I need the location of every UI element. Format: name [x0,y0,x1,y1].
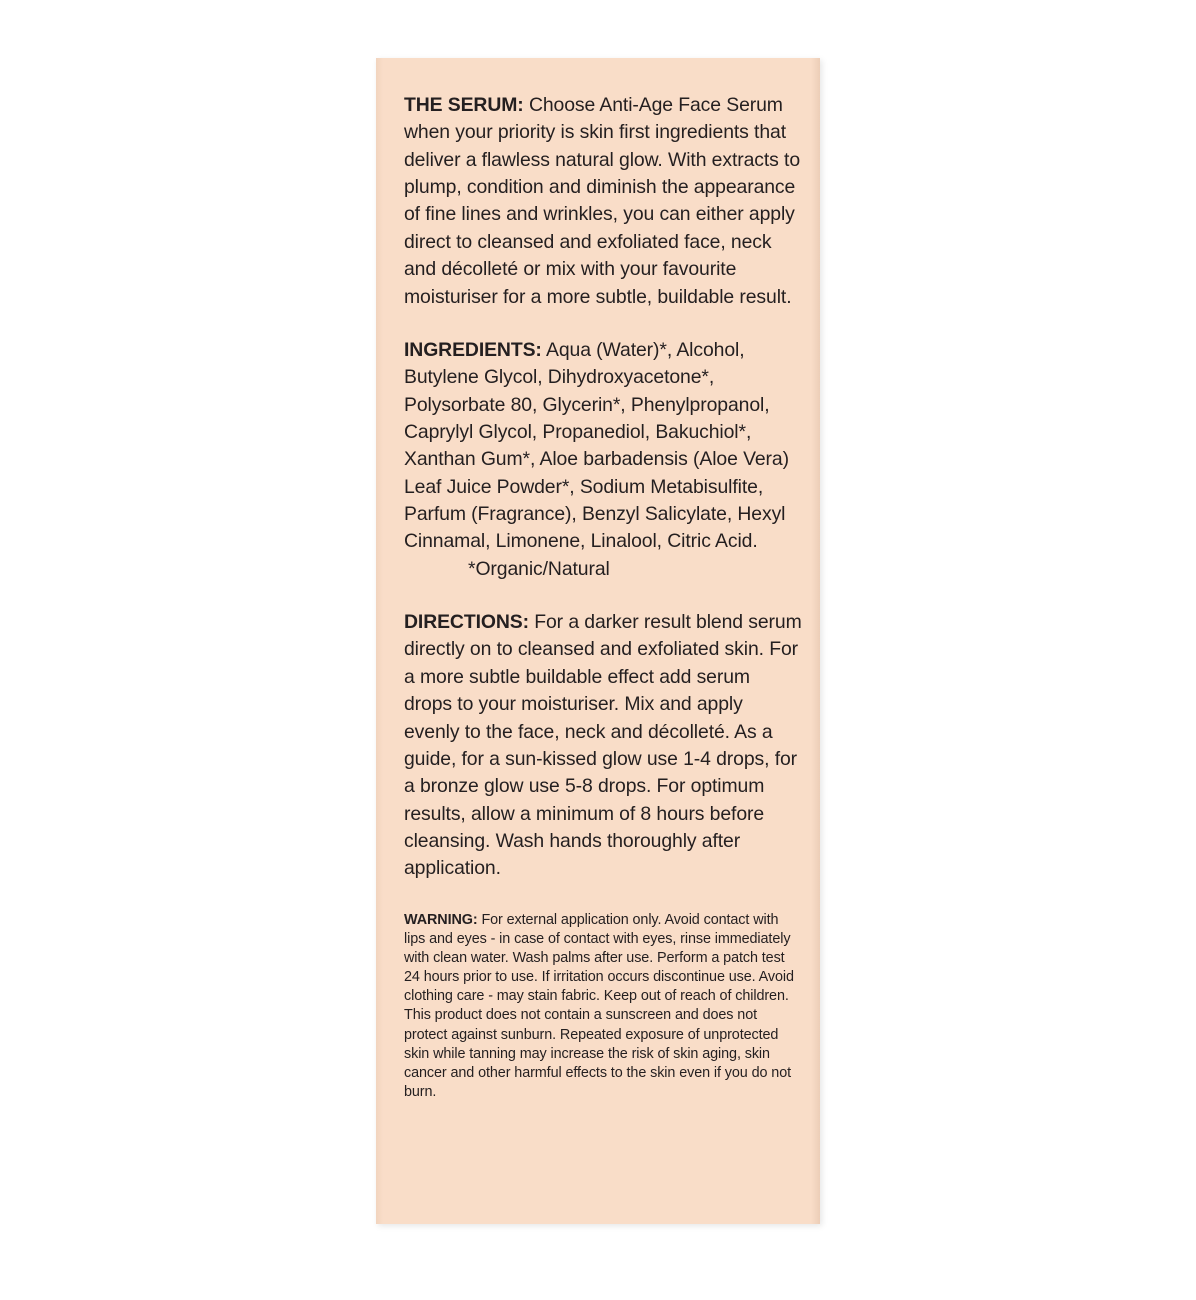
directions-heading: DIRECTIONS: [404,611,529,634]
serum-body: Choose Anti-Age Face Serum when your priority is skin first ingredients that deliver a flawless natural glow. With extracts to plump, condition and diminish the appearance of fine lines and wrinkles, you can either apply direct to cleansed and exfoliated face, neck and décolleté or mix with your favourite moisturiser for a more subtle, buildable result. [404,94,801,308]
ingredients-section [404,337,802,583]
ingredients-body: Aqua (Water)*, Alcohol, Butylene Glycol, Dihydroxyacetone*, Polysorbate 80, Glycerin*, Phenylpropanol, Caprylyl Glycol, Propanediol, Bakuchiol*, Xanthan Gum*, Aloe barbadensis (Aloe Vera) Leaf Juice Powder*, Sodium Metabisulfite, Parfum (Fragrance), Benzyl Salicylate, Hexyl Cinnamal, Limonene, Linalool, Citric Acid. [404,338,789,553]
product-package-panel [376,58,820,1224]
ingredients-heading: INGREDIENTS: [404,338,542,361]
serum-section [404,92,802,311]
directions-body: For a darker result blend serum directly on to cleansed and exfoliated skin. For a more subtle buildable effect add serum drops to your moisturiser. Mix and apply evenly to the face, neck and décolleté. As a guide, for a sun-kissed glow use 1-4 drops, for a bronze glow use 5-8 drops. For optimum results, allow a minimum of 8 hours before cleansing. Wash hands thoroughly after application. [404,611,802,880]
warning-section [404,911,802,1103]
serum-heading: THE SERUM: [404,94,524,116]
warning-heading: WARNING: [404,911,478,928]
warning-body: For external application only. Avoid contact with lips and eyes - in case of contact with eyes, rinse immediately with clean water. Wash palms after use. Perform a patch test 24 hours prior to use. If irritation occurs discontinue use. Avoid clothing care - may stain fabric. Keep out of reach of children. This product does not contain a sunscreen and does not protect against sunburn. Repeated exposure of unprotected skin while tanning may increase the risk of skin aging, skin cancer and other harmful effects to the skin even if you do not burn. [404,911,794,1101]
ingredients-note: *Organic/Natural [468,557,610,580]
directions-section [404,609,802,883]
package-text-content [404,88,802,1124]
